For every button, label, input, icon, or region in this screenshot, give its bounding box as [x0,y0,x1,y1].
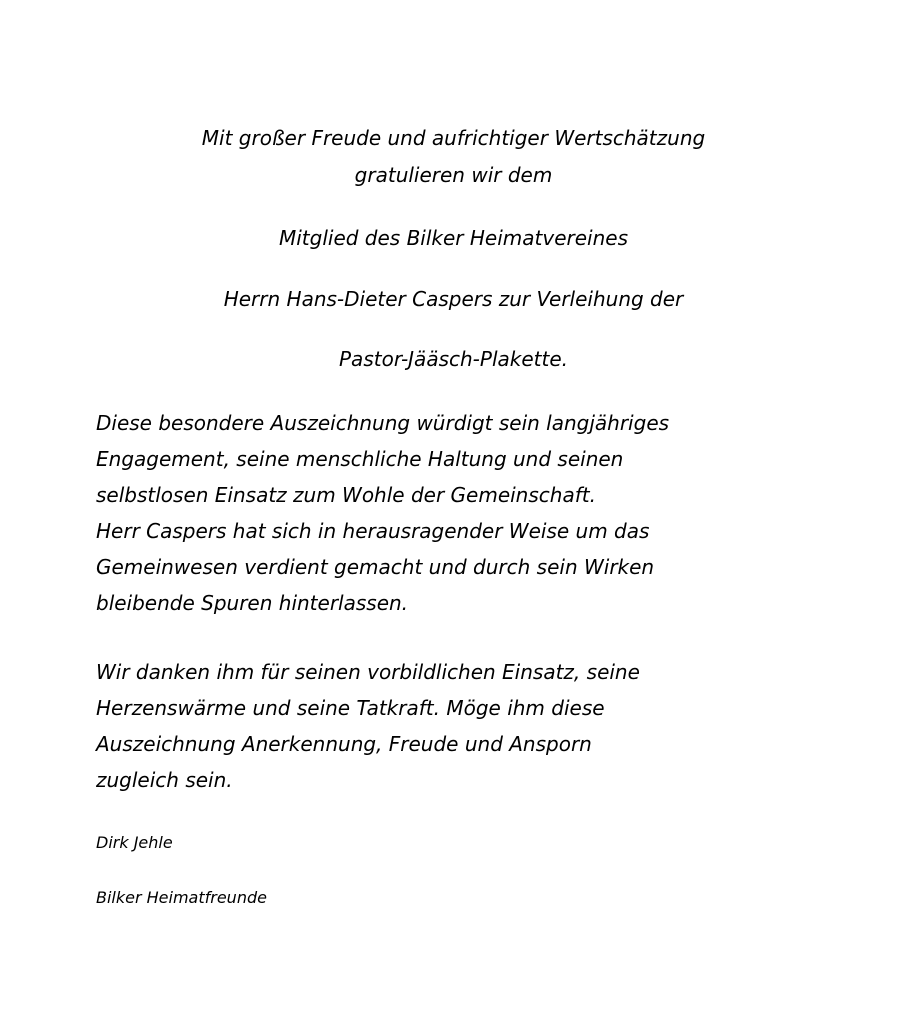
paragraph-2 [96,654,876,798]
intro-line-2: gratulieren wir dem [354,163,553,187]
paragraph-1 [96,405,876,621]
paragraph-2-line: Wir danken ihm für seinen vorbildlichen Einsatz, seine [96,660,640,684]
member-line: Mitglied des Bilker Heimatvereines [278,226,628,250]
paragraph-1-line: Diese besondere Auszeichnung würdigt sein langjähriges [96,411,670,435]
paragraph-2-line: zugleich sein. [96,768,233,792]
paragraph-1-line: selbstlosen Einsatz zum Wohle der Gemeinschaft. [96,483,596,507]
name-line: Herrn Hans-Dieter Caspers zur Verleihung der [223,287,684,311]
paragraph-2-line: Auszeichnung Anerkennung, Freude und Ansporn [96,732,592,756]
paragraph-1-line: Herr Caspers hat sich in herausragender Weise um das [96,519,650,543]
paragraph-1-line: bleibende Spuren hinterlassen. [96,591,409,615]
paragraph-1-line: Gemeinwesen verdient gemacht und durch sein Wirken [96,555,655,579]
award-line: Pastor-Jääsch-Plakette. [339,347,568,371]
intro-line-1: Mit großer Freude und aufrichtiger Wertschätzung [201,126,706,150]
signature-name: Dirk Jehle [96,833,173,852]
signature-org: Bilker Heimatfreunde [96,888,267,907]
paragraph-1-line: Engagement, seine menschliche Haltung und seinen [96,447,624,471]
paragraph-2-line: Herzenswärme und seine Tatkraft. Möge ihm diese [96,696,605,720]
